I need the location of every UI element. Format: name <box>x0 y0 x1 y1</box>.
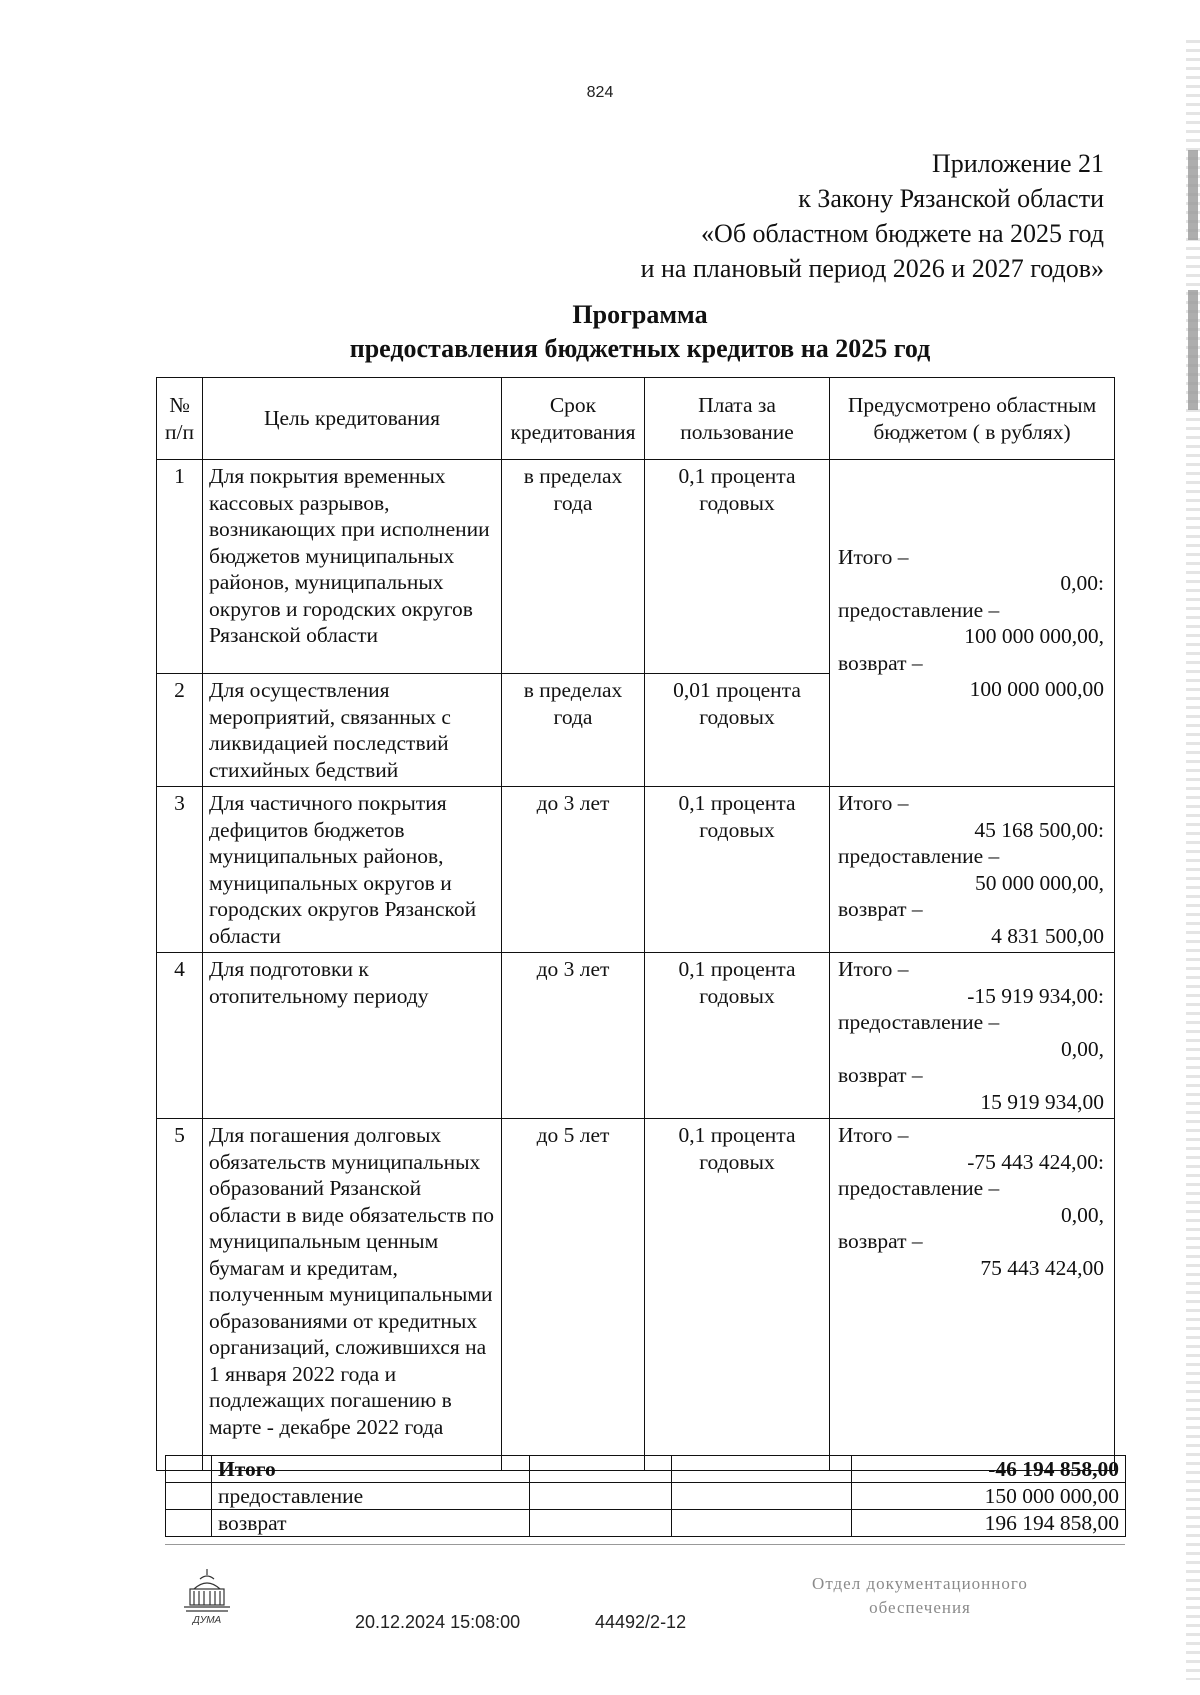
stamp-line-1: Отдел документационного <box>812 1574 1028 1593</box>
stamp-line-2: обеспечения <box>869 1598 971 1617</box>
totals-empty-cell <box>530 1483 672 1510</box>
budget-provision-label: предоставление – <box>838 597 1000 622</box>
row-budget-merged <box>830 460 1115 787</box>
budget-provision-value: 0,00, <box>1061 1036 1104 1061</box>
header-budget: Предусмотрено областным бюджетом ( в рублях) <box>830 378 1115 460</box>
budget-provision-label: предоставление – <box>838 1176 1000 1200</box>
appendix-line-4: и на плановый период 2026 и 2027 годов» <box>640 254 1104 283</box>
credit-program-table <box>156 377 1115 1471</box>
department-stamp <box>770 1572 1070 1620</box>
budget-provision-label: предоставление – <box>838 844 1000 868</box>
totals-empty-cell <box>672 1483 852 1510</box>
footer-divider <box>165 1544 1125 1545</box>
row-fee: 0,1 процента годовых <box>645 787 830 953</box>
totals-empty-cell <box>672 1510 852 1537</box>
footer-reg-number: 44492/2-12 <box>595 1612 687 1632</box>
appendix-header <box>641 146 1104 286</box>
table-row <box>157 460 1115 674</box>
header-num: № п/п <box>157 378 203 460</box>
totals-provision-value: 150 000 000,00 <box>852 1483 1126 1510</box>
totals-empty-cell <box>166 1456 212 1483</box>
row-num: 5 <box>157 1119 203 1471</box>
totals-empty-cell <box>166 1510 212 1537</box>
row-budget <box>830 953 1115 1119</box>
totals-provision-label: предоставление <box>212 1483 530 1510</box>
appendix-line-2: к Закону Рязанской области <box>798 184 1104 213</box>
totals-total-label: Итого <box>212 1456 530 1483</box>
row-num: 1 <box>157 460 203 674</box>
table-row <box>157 953 1115 1119</box>
header-term: Срок кредитования <box>502 378 645 460</box>
budget-return-value: 75 443 424,00 <box>980 1255 1104 1280</box>
budget-provision-value: 50 000 000,00, <box>975 870 1104 895</box>
totals-row-return <box>166 1510 1126 1537</box>
document-title <box>160 298 1120 366</box>
budget-return-label: возврат – <box>838 1229 923 1253</box>
table-row <box>157 1119 1115 1471</box>
row-term: до 3 лет <box>502 787 645 953</box>
title-line-2: предоставления бюджетных кредитов на 2025 год <box>349 334 931 363</box>
row-budget <box>830 787 1115 953</box>
appendix-line-1: Приложение 21 <box>931 149 1104 178</box>
totals-empty-cell <box>530 1456 672 1483</box>
row-term: до 5 лет <box>502 1119 645 1471</box>
totals-empty-cell <box>530 1510 672 1537</box>
scan-edge-mark <box>1188 290 1198 410</box>
footer-datetime: 20.12.2024 15:08:00 <box>355 1612 521 1632</box>
row-term: в пределах года <box>502 674 645 787</box>
totals-empty-cell <box>672 1456 852 1483</box>
table-header-row <box>157 378 1115 460</box>
row-goal: Для подготовки к отопительному периоду <box>203 953 502 1119</box>
row-num: 3 <box>157 787 203 953</box>
budget-provision-label: предоставление – <box>838 1010 1000 1034</box>
row-goal: Для погашения долговых обязательств муниципальных образований Рязанской области в виде обязательств по муниципальным ценным бумагам и кредитам, полученным муниципальными образованиями от кредитных организаций, сложившихся на 1 января 2022 года и подлежащих погашению в марте - декабре 2022 года <box>203 1119 502 1471</box>
totals-return-value: 196 194 858,00 <box>852 1510 1126 1537</box>
row-goal: Для осуществления мероприятий, связанных с ликвидацией последствий стихийных бедствий <box>203 674 502 787</box>
totals-row-total <box>166 1456 1126 1483</box>
budget-provision-value: 0,00, <box>1061 1202 1104 1227</box>
budget-total-label: Итого – <box>838 1123 909 1147</box>
scan-edge-mark <box>1188 150 1198 240</box>
budget-return-label: возврат – <box>838 1063 923 1087</box>
budget-total-label: Итого – <box>838 791 909 815</box>
totals-empty-cell <box>166 1483 212 1510</box>
budget-return-value: 4 831 500,00 <box>991 923 1104 948</box>
budget-return-value: 100 000 000,00 <box>969 677 1104 701</box>
row-num: 4 <box>157 953 203 1119</box>
row-fee: 0,1 процента годовых <box>645 460 830 674</box>
row-fee: 0,1 процента годовых <box>645 1119 830 1471</box>
appendix-line-3: «Об областном бюджете на 2025 год <box>701 219 1104 248</box>
budget-total-value: 45 168 500,00: <box>974 817 1104 842</box>
header-fee: Плата за пользование <box>645 378 830 460</box>
table-row <box>157 787 1115 953</box>
row-budget <box>830 1119 1115 1471</box>
budget-total-value: -75 443 424,00: <box>967 1149 1104 1174</box>
budget-total-label: Итого – <box>838 957 909 981</box>
scan-edge-noise <box>1186 40 1200 1680</box>
row-fee: 0,1 процента годовых <box>645 953 830 1119</box>
budget-total-label: Итого – <box>838 544 909 569</box>
totals-total-value: -46 194 858,00 <box>852 1456 1126 1483</box>
title-line-1: Программа <box>572 300 708 329</box>
header-goal: Цель кредитования <box>203 378 502 460</box>
totals-return-label: возврат <box>212 1510 530 1537</box>
row-num: 2 <box>157 674 203 787</box>
duma-logo-icon <box>178 1565 236 1629</box>
budget-return-value: 15 919 934,00 <box>980 1089 1104 1114</box>
logo-text: ДУМА <box>192 1615 222 1626</box>
row-goal: Для покрытия временных кассовых разрывов, возникающих при исполнении бюджетов муниципальных районов, муниципальных округов и городских округов Рязанской области <box>203 460 502 674</box>
page-number: 824 <box>586 84 614 101</box>
row-fee: 0,01 процента годовых <box>645 674 830 787</box>
budget-total-value: -15 919 934,00: <box>967 983 1104 1008</box>
row-goal: Для частичного покрытия дефицитов бюджетов муниципальных районов, муниципальных округов и городских округов Рязанской области <box>203 787 502 953</box>
totals-row-provision <box>166 1483 1126 1510</box>
budget-return-label: возврат – <box>838 897 923 921</box>
row-term: в пределах года <box>502 460 645 674</box>
budget-total-value: 0,00: <box>1060 571 1104 595</box>
budget-return-label: возврат – <box>838 650 923 675</box>
row-term: до 3 лет <box>502 953 645 1119</box>
budget-provision-value: 100 000 000,00, <box>964 624 1104 648</box>
totals-table <box>165 1455 1126 1537</box>
